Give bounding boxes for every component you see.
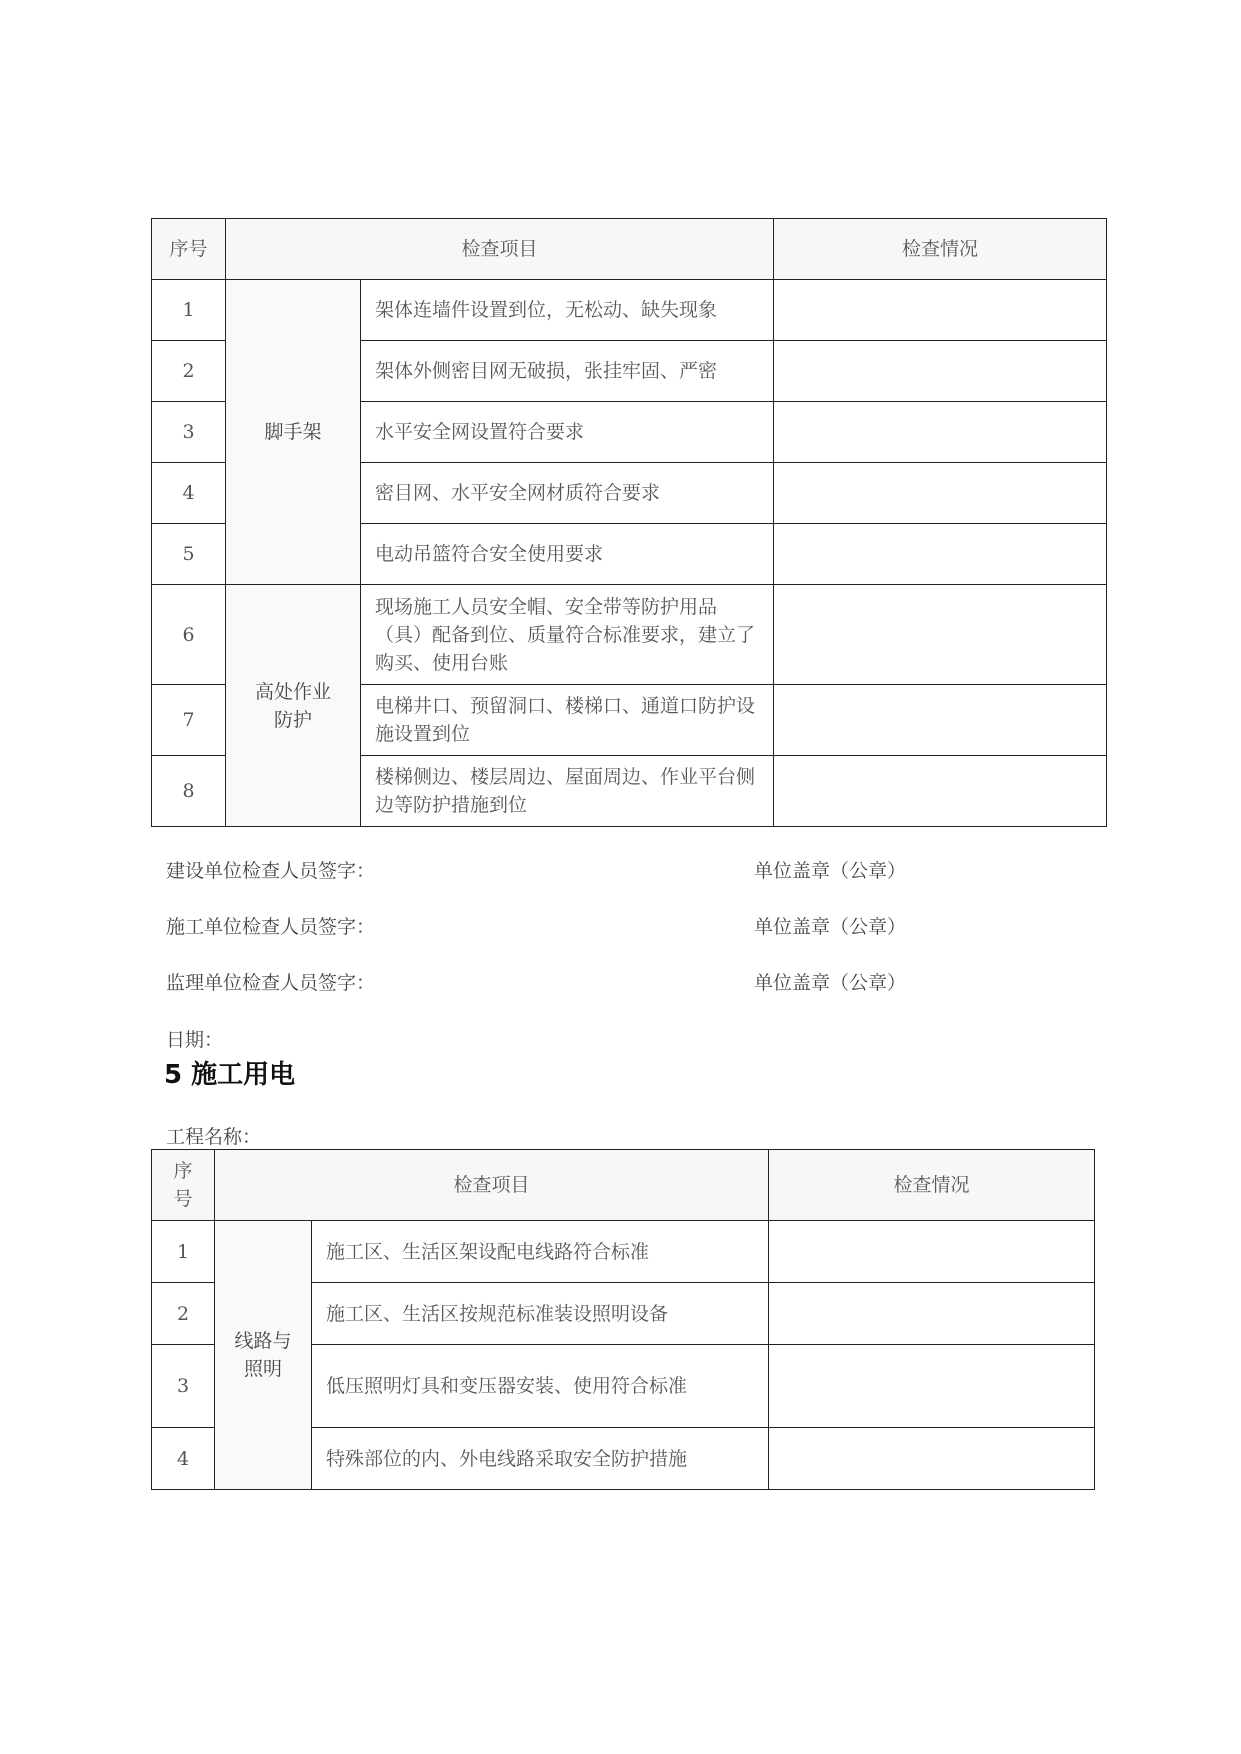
row-seq: 1 [152,280,226,341]
row-seq: 7 [152,685,226,756]
stamp-label-construction-unit: 单位盖章（公章） [754,860,907,882]
header-seq: 序号 [152,219,226,280]
row-seq: 2 [152,1283,215,1345]
row-item: 架体连墙件设置到位，无松动、缺失现象 [361,280,774,341]
row-item: 施工区、生活区按规范标准装设照明设备 [312,1283,769,1345]
row-seq: 5 [152,524,226,585]
category-cell: 高处作业防护 [226,585,361,827]
row-status-cell[interactable] [774,524,1107,585]
row-status-cell[interactable] [774,585,1107,685]
signature-label-construction-unit: 建设单位检查人员签字： [166,860,376,882]
row-item: 水平安全网设置符合要求 [361,402,774,463]
project-name-label: 工程名称： [166,1126,262,1148]
inspection-table-1 [151,218,1107,827]
table-row [152,1221,1095,1283]
row-status-cell[interactable] [774,341,1107,402]
row-status-cell[interactable] [774,402,1107,463]
stamp-label-supervisor: 单位盖章（公章） [754,972,907,994]
header-item: 检查项目 [215,1150,769,1221]
row-seq: 6 [152,585,226,685]
row-status-cell[interactable] [769,1221,1095,1283]
signature-label-contractor: 施工单位检查人员签字： [166,916,376,938]
date-label: 日期： [166,1029,224,1051]
row-status-cell[interactable] [769,1283,1095,1345]
table-row [152,280,1107,341]
row-status-cell[interactable] [774,463,1107,524]
row-item: 低压照明灯具和变压器安装、使用符合标准 [312,1345,769,1428]
row-seq: 4 [152,1428,215,1490]
row-item: 特殊部位的内、外电线路采取安全防护措施 [312,1428,769,1490]
header-item: 检查项目 [226,219,774,280]
header-status: 检查情况 [774,219,1107,280]
row-item: 现场施工人员安全帽、安全带等防护用品（具）配备到位、质量符合标准要求，建立了购买、使用台账 [361,585,774,685]
category-cell: 线路与照明 [215,1221,312,1490]
row-seq: 3 [152,1345,215,1428]
section-heading: 5 施工用电 [164,1060,296,1090]
stamp-label-contractor: 单位盖章（公章） [754,916,907,938]
row-item: 施工区、生活区架设配电线路符合标准 [312,1221,769,1283]
row-status-cell[interactable] [774,280,1107,341]
row-status-cell[interactable] [774,756,1107,827]
row-item: 电动吊篮符合安全使用要求 [361,524,774,585]
table-row [152,585,1107,685]
row-item: 架体外侧密目网无破损，张挂牢固、严密 [361,341,774,402]
row-seq: 8 [152,756,226,827]
row-status-cell[interactable] [769,1428,1095,1490]
row-seq: 2 [152,341,226,402]
row-seq: 3 [152,402,226,463]
row-item: 电梯井口、预留洞口、楼梯口、通道口防护设施设置到位 [361,685,774,756]
row-item: 楼梯侧边、楼层周边、屋面周边、作业平台侧边等防护措施到位 [361,756,774,827]
signature-label-supervisor: 监理单位检查人员签字： [166,972,376,994]
category-cell: 脚手架 [226,280,361,585]
inspection-table-2 [151,1149,1095,1490]
row-item: 密目网、水平安全网材质符合要求 [361,463,774,524]
row-status-cell[interactable] [774,685,1107,756]
header-status: 检查情况 [769,1150,1095,1221]
row-seq: 1 [152,1221,215,1283]
row-status-cell[interactable] [769,1345,1095,1428]
row-seq: 4 [152,463,226,524]
header-seq: 序号 [152,1150,215,1221]
